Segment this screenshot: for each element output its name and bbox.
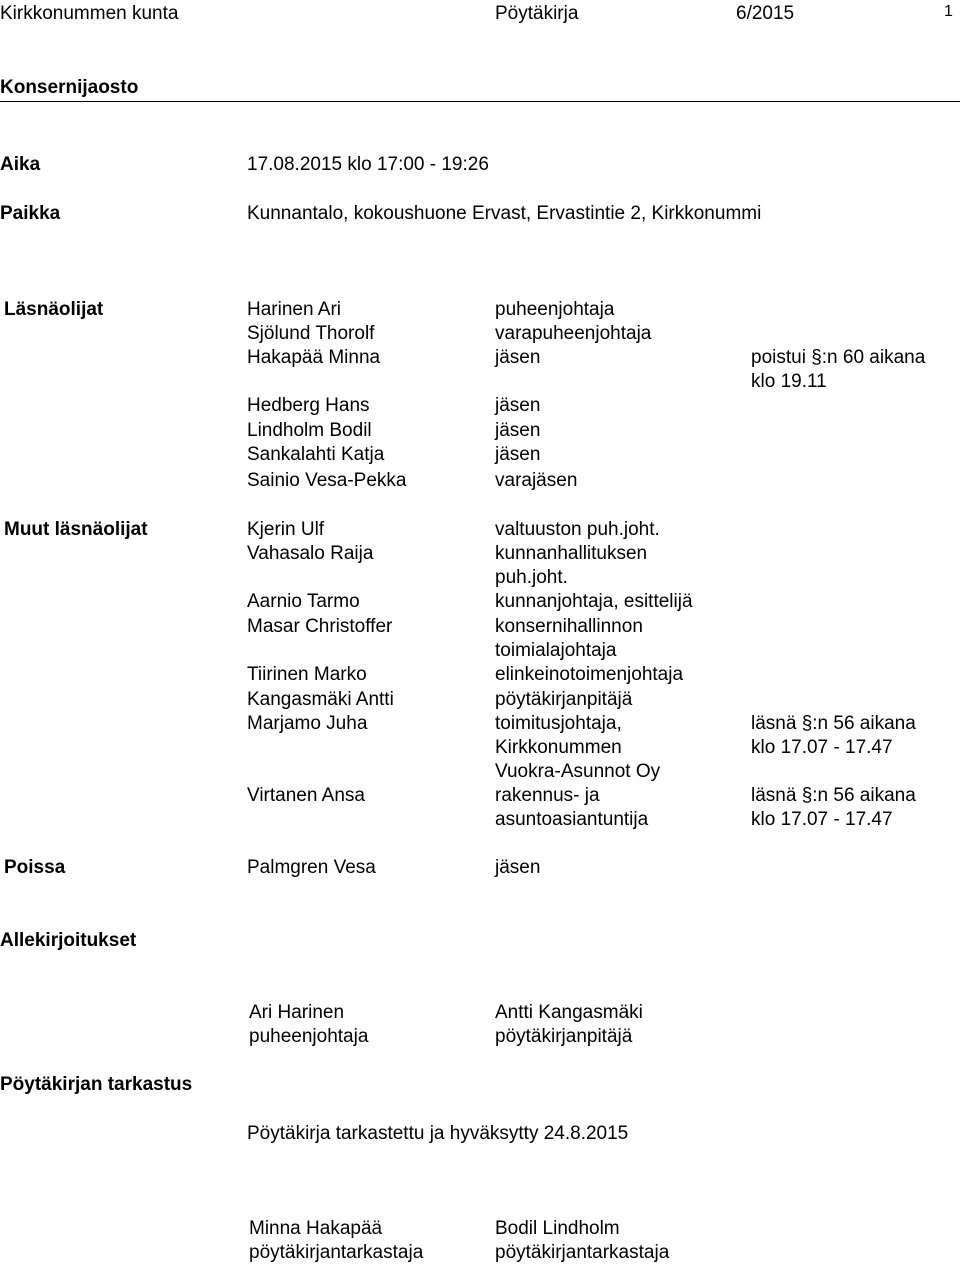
absent-label: Poissa [4,857,66,878]
present-name: Hakapää Minna [247,347,381,368]
municipality-name: Kirkkonummen kunta [0,3,179,24]
present-role: varapuheenjohtaja [495,323,652,344]
place-label: Paikka [0,203,61,224]
others-role: kunnanhallituksen [495,543,648,564]
document-type: Pöytäkirja [495,3,579,24]
present-role: jäsen [495,420,541,441]
others-role: puh.joht. [495,567,568,588]
others-role: toimialajohtaja [495,640,617,661]
page-number: 1 [944,3,953,20]
review-text: Pöytäkirja tarkastettu ja hyväksytty 24.8.2015 [247,1123,629,1144]
present-name: Sankalahti Katja [247,444,385,465]
reviewer-name-left: Minna Hakapää [249,1218,383,1239]
reviewer-name-right: Bodil Lindholm [495,1218,620,1239]
present-role: jäsen [495,444,541,465]
absent-role: jäsen [495,857,541,878]
others-note: klo 17.07 - 17.47 [751,809,893,830]
present-name: Sjölund Thorolf [247,323,375,344]
present-label: Läsnäolijat [4,299,104,320]
time-label: Aika [0,154,41,175]
others-note: läsnä §:n 56 aikana [751,713,916,734]
others-name: Masar Christoffer [247,616,393,637]
header-divider [0,101,960,102]
others-role: rakennus- ja [495,785,600,806]
others-role: valtuuston puh.joht. [495,519,660,540]
others-name: Virtanen Ansa [247,785,365,806]
others-role: asuntoasiantuntija [495,809,649,830]
present-name: Hedberg Hans [247,395,370,416]
place-value: Kunnantalo, kokoushuone Ervast, Ervastintie 2, Kirkkonummi [247,203,762,224]
others-label: Muut läsnäolijat [4,519,148,540]
others-role: Kirkkonummen [495,737,622,758]
others-name: Vahasalo Raija [247,543,374,564]
others-name: Tiirinen Marko [247,664,367,685]
reviewer-title-left: pöytäkirjantarkastaja [249,1242,424,1263]
present-note: poistui §:n 60 aikana [751,347,926,368]
present-role: puheenjohtaja [495,299,615,320]
present-role: jäsen [495,347,541,368]
present-role: varajäsen [495,470,578,491]
others-name: Kjerin Ulf [247,519,325,540]
signature-name-left: Ari Harinen [249,1002,345,1023]
others-role: elinkeinotoimenjohtaja [495,664,684,685]
others-role: konsernihallinnon [495,616,643,637]
review-label: Pöytäkirjan tarkastus [0,1074,193,1095]
present-role: jäsen [495,395,541,416]
others-note: läsnä §:n 56 aikana [751,785,916,806]
others-name: Kangasmäki Antti [247,689,394,710]
present-name: Sainio Vesa-Pekka [247,470,407,491]
others-name: Marjamo Juha [247,713,368,734]
present-name: Harinen Ari [247,299,341,320]
signature-title-right: pöytäkirjanpitäjä [495,1026,633,1047]
signatures-label: Allekirjoitukset [0,930,137,951]
reviewer-title-right: pöytäkirjantarkastaja [495,1242,670,1263]
others-role: pöytäkirjanpitäjä [495,689,633,710]
others-role: Vuokra-Asunnot Oy [495,761,661,782]
others-role: toimitusjohtaja, [495,713,622,734]
absent-name: Palmgren Vesa [247,857,376,878]
signature-title-left: puheenjohtaja [249,1026,369,1047]
present-name: Lindholm Bodil [247,420,372,441]
time-value: 17.08.2015 klo 17:00 - 19:26 [247,154,489,175]
others-name: Aarnio Tarmo [247,591,360,612]
others-note: klo 17.07 - 17.47 [751,737,893,758]
others-role: kunnanjohtaja, esittelijä [495,591,693,612]
present-note: klo 19.11 [751,371,827,392]
document-number: 6/2015 [736,3,795,24]
body-name: Konsernijaosto [0,77,139,98]
signature-name-right: Antti Kangasmäki [495,1002,643,1023]
